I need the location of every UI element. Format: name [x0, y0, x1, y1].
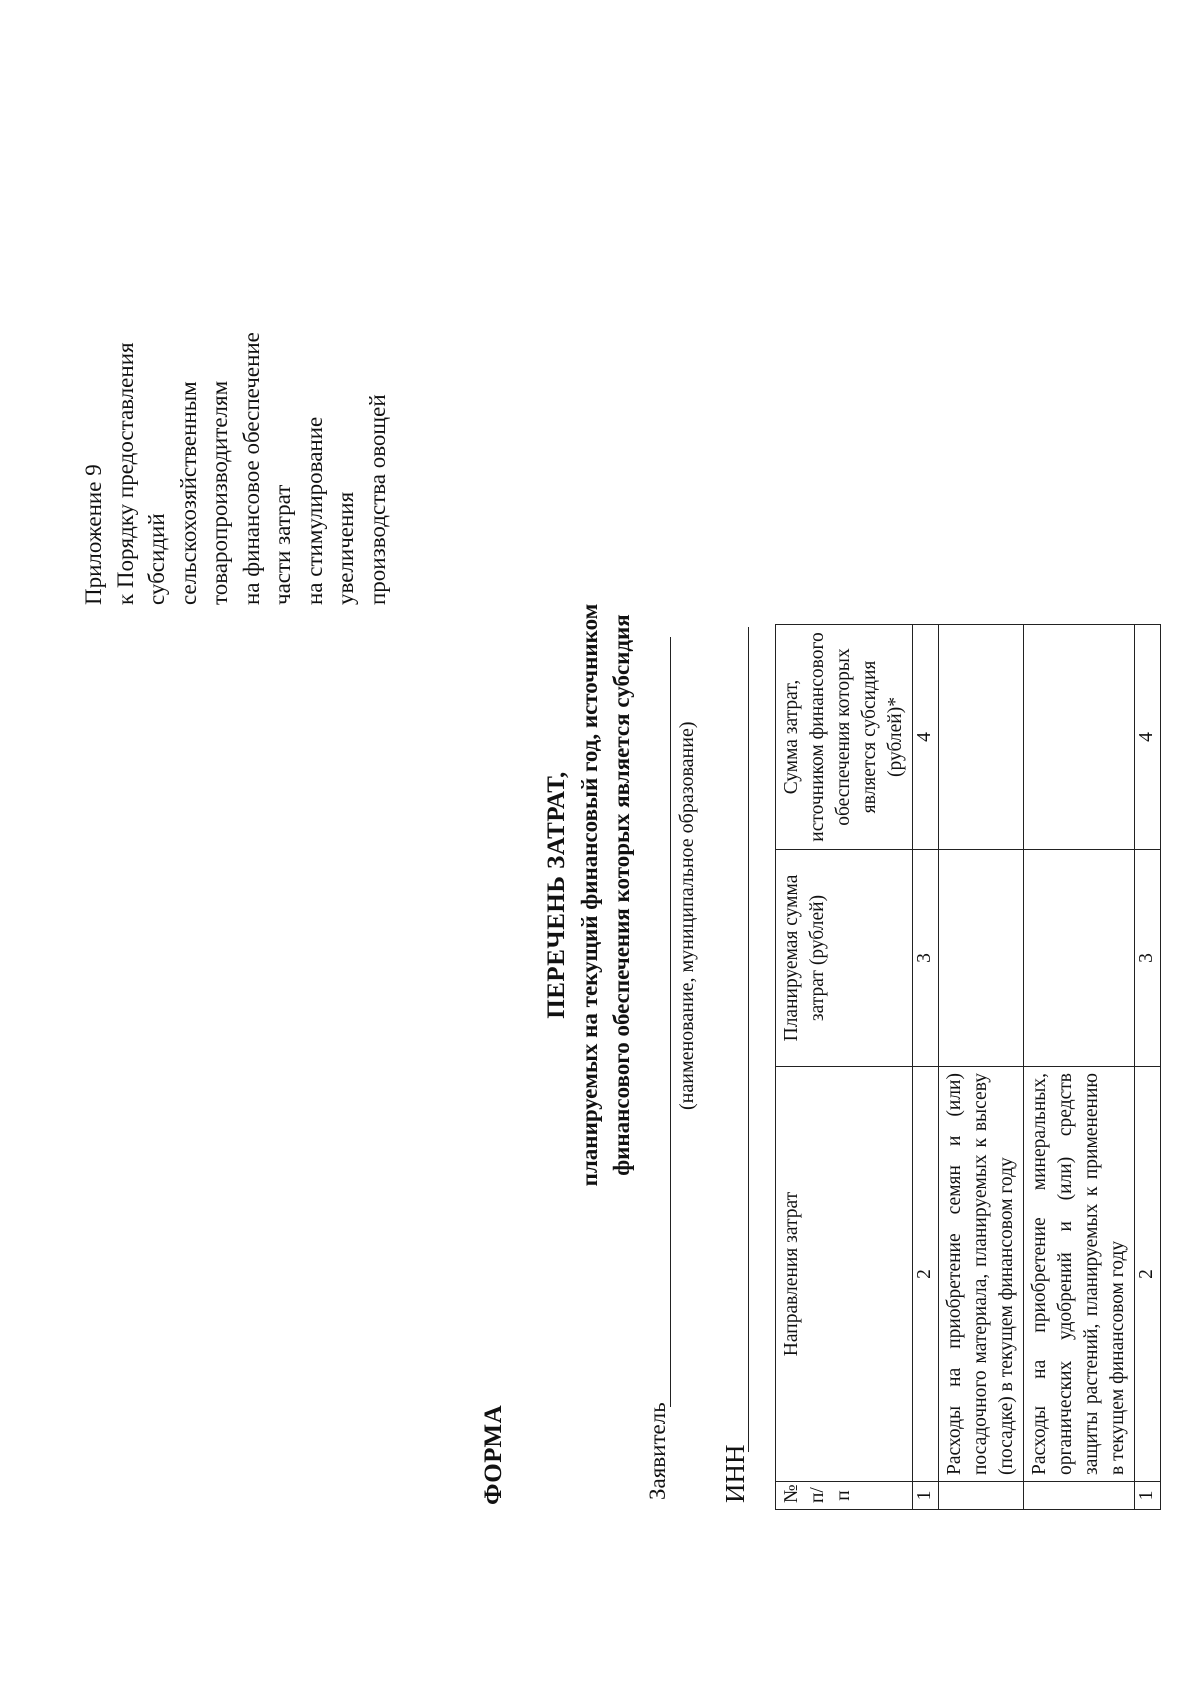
row-direction-cell: Расходы на приобретение семян и (или) посадочного материала, планируемых к высеву (посадке) в текущем финансовом году — [939, 1067, 1024, 1482]
column-number-cell: 2 — [1135, 1067, 1161, 1482]
row-number-cell[interactable] — [1024, 1482, 1135, 1510]
table-header-row — [776, 625, 913, 1510]
column-number-cell: 2 — [913, 1067, 939, 1482]
column-number-cell: 1 — [1135, 1482, 1161, 1510]
column-number-cell: 3 — [1135, 850, 1161, 1067]
title-line-1: планируемых на текущий финансовый год, источником — [577, 603, 602, 1187]
table-row — [939, 625, 1024, 1510]
applicant-field-line[interactable] — [670, 637, 671, 1407]
appendix-line: товаропроизводителям — [207, 380, 232, 605]
column-number-cell: 4 — [913, 625, 939, 850]
row-subsidy-cell[interactable] — [1024, 625, 1135, 850]
row-direction-cell: Расходы на приобретение минеральных, органических удобрений и (или) средств защиты растений, планируемых к применению в текущем финансовом году — [1024, 1067, 1135, 1482]
header-cell-subsidy: Сумма затрат, источником финансового обеспечения которых является субсидия (рублей)* — [776, 625, 913, 850]
applicant-label: Заявитель — [645, 1402, 670, 1500]
appendix-line: субсидий — [144, 513, 169, 605]
row-planned-cell[interactable] — [1024, 850, 1135, 1067]
table-column-numbers-row — [1135, 625, 1161, 1510]
appendix-line: к Порядку предоставления — [112, 342, 138, 605]
header-cell-number: № п/п — [776, 1482, 913, 1510]
costs-table — [775, 624, 1161, 1510]
header-cell-planned: Планируемая сумма затрат (рублей) — [776, 850, 913, 1067]
appendix-line: на стимулирование — [301, 416, 327, 605]
appendix-line: сельскохозяйственным — [175, 381, 201, 605]
title-main: ПЕРЕЧЕНЬ ЗАТРАТ, — [543, 771, 570, 1019]
applicant-hint: (наименование, муниципальное образование) — [676, 721, 698, 1110]
column-number-cell: 4 — [1135, 625, 1161, 850]
row-subsidy-cell[interactable] — [939, 625, 1024, 850]
table-column-numbers-row — [913, 625, 939, 1510]
appendix-line: на финансовое обеспечение — [238, 332, 264, 605]
appendix-reference — [78, 45, 393, 605]
inn-field-line[interactable] — [748, 627, 749, 1452]
appendix-line: увеличения — [333, 491, 358, 605]
appendix-line: части затрат — [270, 484, 295, 605]
table-row — [1024, 625, 1135, 1510]
document-title — [540, 390, 638, 1400]
column-number-cell: 3 — [913, 850, 939, 1067]
form-label: ФОРМА — [480, 1404, 507, 1505]
inn-label: ИНН — [720, 1444, 750, 1503]
appendix-line: производства овощей — [364, 394, 390, 605]
appendix-line: Приложение 9 — [81, 464, 106, 605]
header-cell-direction: Направления затрат — [776, 1067, 913, 1482]
title-line-2: финансового обеспечения которых является субсидия — [609, 614, 634, 1176]
row-number-cell[interactable] — [939, 1482, 1024, 1510]
column-number-cell: 1 — [913, 1482, 939, 1510]
row-planned-cell[interactable] — [939, 850, 1024, 1067]
